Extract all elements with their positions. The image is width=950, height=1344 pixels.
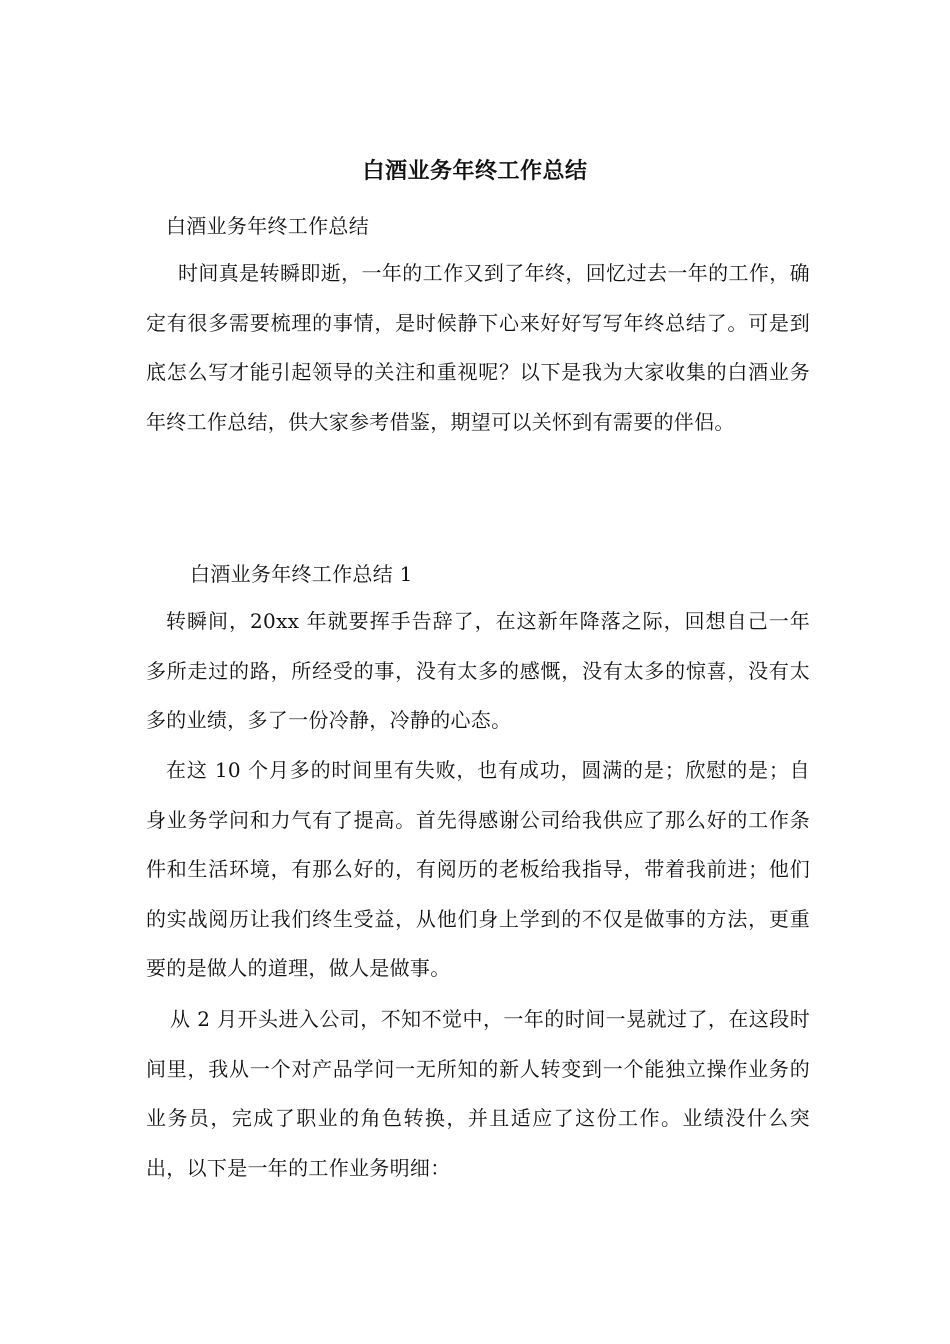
section-heading: 白酒业务年终工作总结 1 (190, 562, 413, 586)
body-paragraph-2: 在这 10 个月多的时间里有失败，也有成功，圆满的是；欣慰的是；自身业务学问和力气有了提高。首先得感谢公司给我供应了那么好的工作条件和生活环境，有那么好的，有阅历的老板给我指导，带着我前进；他们的实战阅历让我们终生受益，从他们身上学到的不仅是做事的方法，更重要的是做人的道理，做人是做事。 (146, 758, 810, 980)
intro-paragraph: 时间真是转瞬即逝，一年的工作又到了年终，回忆过去一年的工作，确定有很多需要梳理的事情，是时候静下心来好好写写年终总结了。可是到底怎么写才能引起领导的关注和重视呢？以下是我为大家收集的白酒业务年终工作总结，供大家参考借鉴，期望可以关怀到有需要的伴侣。 (146, 261, 810, 434)
body-paragraph-1: 转瞬间，20xx 年就要挥手告辞了，在这新年降落之际，回想自己一年多所走过的路，所经受的事，没有太多的感慨，没有太多的惊喜，没有太多的业绩，多了一份冷静，冷静的心态。 (146, 609, 810, 732)
body-paragraph-3: 从 2 月开头进入公司，不知不觉中，一年的时间一晃就过了，在这段时间里，我从一个对产品学问一无所知的新人转变到一个能独立操作业务的业务员，完成了职业的角色转换，并且适应了这份工作。业绩没什么突出，以下是一年的工作业务明细： (146, 1007, 810, 1180)
document-title: 白酒业务年终工作总结 (362, 158, 588, 184)
document-subtitle: 白酒业务年终工作总结 (166, 214, 369, 238)
